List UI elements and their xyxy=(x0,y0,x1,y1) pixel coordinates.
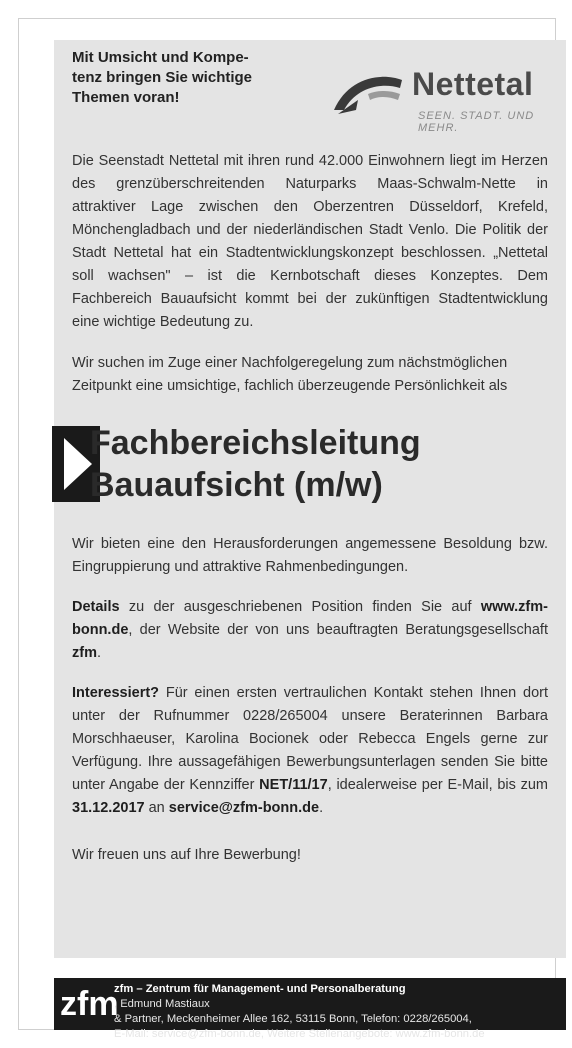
details-paragraph xyxy=(72,596,548,665)
search-paragraph: Wir suchen im Zuge einer Nachfolgeregelung zum nächstmöglichen Zeitpunkt eine umsichtige, fachlich überzeugende Persönlichkeit als xyxy=(72,355,508,394)
deadline-date: 31.12.2017 xyxy=(72,800,145,816)
footer-line-rest: , Edmund Mastiaux xyxy=(114,998,210,1010)
footer-company: zfm – Zentrum für Management- und Personalberatung xyxy=(114,983,406,995)
details-text: . xyxy=(96,645,102,661)
contact-text: . xyxy=(319,800,324,816)
swoosh-logo-icon xyxy=(328,70,408,120)
zfm-logo: zfm xyxy=(60,985,119,1023)
job-title xyxy=(90,422,421,506)
email-link[interactable]: service@zfm-bonn.de xyxy=(168,800,320,816)
slogan-line: tenz bringen Sie wichtige xyxy=(72,69,253,86)
slogan-line: Mit Umsicht und Kompe- xyxy=(72,49,249,66)
logo-name: Nettetal xyxy=(412,66,534,102)
nettetal-logo xyxy=(328,66,548,136)
footer-text xyxy=(114,982,562,1042)
contact-paragraph xyxy=(72,682,548,820)
details-text: , der Website der von uns beauftragten Beratungsgesellschaft xyxy=(128,622,548,638)
slogan xyxy=(72,48,292,108)
contact-text: an xyxy=(144,800,169,816)
contact-text: Für einen ersten vertraulichen Kontakt stehen Ihnen dort unter der Rufnummer 0228/265004 unsere Beraterinnen Barbara Morschhaeuser, Karolina Bocionek oder Rebecca Engels gerne zur Verfügung. Ihre aussagefähigen Bewerbungsunterlagen senden Sie bitte unter Angabe der Kennziffer xyxy=(72,685,548,793)
intro-paragraph: Die Seenstadt Nettetal mit ihren rund 42.000 Einwohnern liegt im Herzen des grenzüberschreitenden Naturparks Maas-Schwalm-Nette in attraktiver Lage zwischen den Oberzentren Düsseldorf, Krefeld, Mönchengladbach und der niederländischen Stadt Venlo. Die Politik der Stadt Nettetal hat ein Stadtentwicklungskonzept beschlossen. „Nettetal soll wachsen" – ist die Kernbotschaft dieses Konzeptes. Dem Fachbereich Bauaufsicht kommt bei der zukünftigen Stadtentwicklung eine wichtige Bedeutung zu. xyxy=(72,153,548,330)
footer-line: E-Mail: service@zfm-bonn.de, Weitere Stellenangebote: www.zfm-bonn.de xyxy=(114,1028,485,1040)
contact-lead: Interessiert? xyxy=(72,685,160,701)
details-lead: Details xyxy=(72,599,120,615)
ad-content xyxy=(18,18,556,1040)
logo-tagline: SEEN. STADT. UND MEHR. xyxy=(418,110,535,134)
footer-line: & Partner, Meckenheimer Allee 162, 53115 Bonn, Telefon: 0228/265004, xyxy=(114,1013,472,1025)
footer-line xyxy=(114,982,562,1012)
offer-paragraph: Wir bieten eine den Herausforderungen angemessene Besoldung bzw. Eingruppierung und attraktive Rahmenbedingungen. xyxy=(72,536,548,575)
job-title-line: Fachbereichsleitung xyxy=(90,424,421,462)
closing-paragraph: Wir freuen uns auf Ihre Bewerbung! xyxy=(72,847,301,863)
company-name: zfm xyxy=(72,645,97,661)
website-link[interactable]: www.zfm-bonn.de xyxy=(72,599,548,638)
job-title-line: Bauaufsicht (m/w) xyxy=(90,466,383,504)
slogan-line: Themen voran! xyxy=(72,89,180,106)
details-text: zu der ausgeschriebenen Position finden Sie auf xyxy=(119,599,481,615)
contact-text: , idealerweise per E-Mail, bis zum xyxy=(327,777,548,793)
reference-code: NET/11/17 xyxy=(259,777,328,793)
footer-bar xyxy=(54,978,566,1040)
